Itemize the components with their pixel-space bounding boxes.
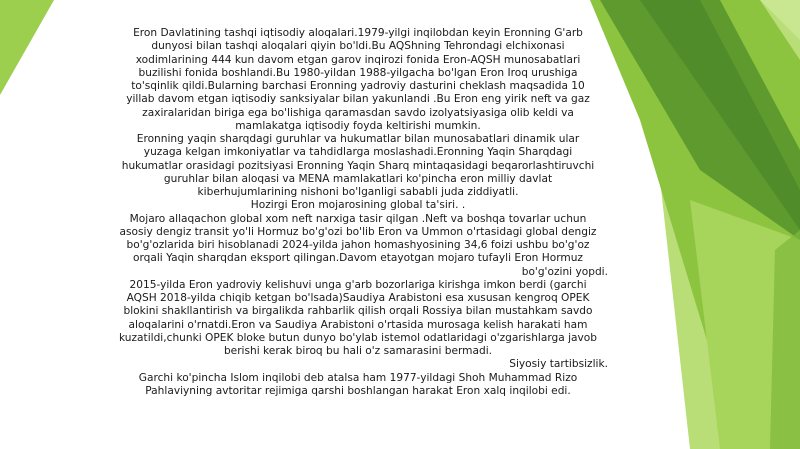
paragraph-nuclear-deal: 2015-yilda Eron yadroviy kelishuvi unga g'arb bozorlariga kirishga imkon berdi (garchi AQSH 2018-yilda chiqib ketgan bo'lsada)Saudiya Arabistoni esa xususan kengroq OPEK blokini shakllantirish va birgalikda rahbarlik qilish orqali Rossiya bilan mustahkam savdo aloqalarini o'rnatdi.Eron va Saudiya Arabistoni o'rtasida murosaga kelish harakati ham kuzatildi,chunki OPEK bloke butun dunyo bo'ylab istemol odatlaridagi o'zgarishlarga javob berishi kerak biroq bu hali o'z samarasini bermadi. — [118, 278, 598, 357]
heading-political-unrest: Siyosiy tartibsizlik. — [509, 358, 608, 371]
document-text — [108, 27, 608, 398]
paragraph-foreign-relations: Eron Davlatining tashqi iqtisodiy aloqalari.1979-yilgi inqilobdan keyin Eronning G'arb dunyosi bilan tashqi aloqalari qiyin bo'ldi.Bu AQShning Tehrondagi elchixonasi xodimlarining 444 kun davom etgan garov inqirozi fonida Eron-AQSH munosabatlari buzilishi fonida boshlandi.Bu 1980-yildan 1988-yilgacha bo'lgan Eron Iroq urushiga to'sqinlik qildi.Bularning barchasi Eronning yadroviy dasturini cheklash maqsadida 10 yillab davom etgan iqtisodiy sanksiyalar bilan yakunlandi .Bu Eron eng yirik neft va gaz zaxiralaridan biriga ega bo'lishiga qaramasdan savdo izolyatsiyasiga olib keldi va mamlakatga iqtisodiy foyda keltirishi mumkin. — [126, 27, 590, 132]
paragraph-middle-east-relations: Eronning yaqin sharqdagi guruhlar va hukumatlar bilan munosabatlari dinamik ular yuzaga kelgan imkoniyatlar va tahdidlarga moslashadi.Eronning Yaqin Sharqdagi hukumatlar orasidagi pozitsiyasi Eronning Yaqin Sharq mintaqasidagi beqarorlashtiruvchi guruhlar bilan aloqasi va MENA mamlakatlari ko'pincha eron milliy davlat kiberhujumlarining nishoni bo'lganligi sababli juda ziddiyatli. Hozirgi Eron mojarosining global ta'siri. . — [121, 133, 595, 212]
paragraph-hormuz-closing: bo'g'ozini yopdi. — [521, 265, 608, 278]
paragraph-hormuz-strait: Mojaro allaqachon global xom neft narxiga tasir qilgan .Neft va boshqa tovarlar uchun asosiy dengiz transit yo'li Hormuz bo'g'ozi bo'lib Eron va Ummon o'rtasidagi global dengiz bo'g'ozlarida biri hisoblanadi 2024-yilda jahon homashyosining 34,6 foizi ushbu bo'g'oz orqali Yaqin sharqdan eksport qilingan.Davom etayotgan mojaro tufayli Eron Hormuz — [119, 212, 597, 265]
paragraph-revolution: Garchi ko'pincha Islom inqilobi deb atalsa ham 1977-yildagi Shoh Muhammad Rizo Pahlaviyning avtoritar rejimiga qarshi boshlangan harakat Eron xalq inqilobi edi. — [138, 371, 578, 397]
